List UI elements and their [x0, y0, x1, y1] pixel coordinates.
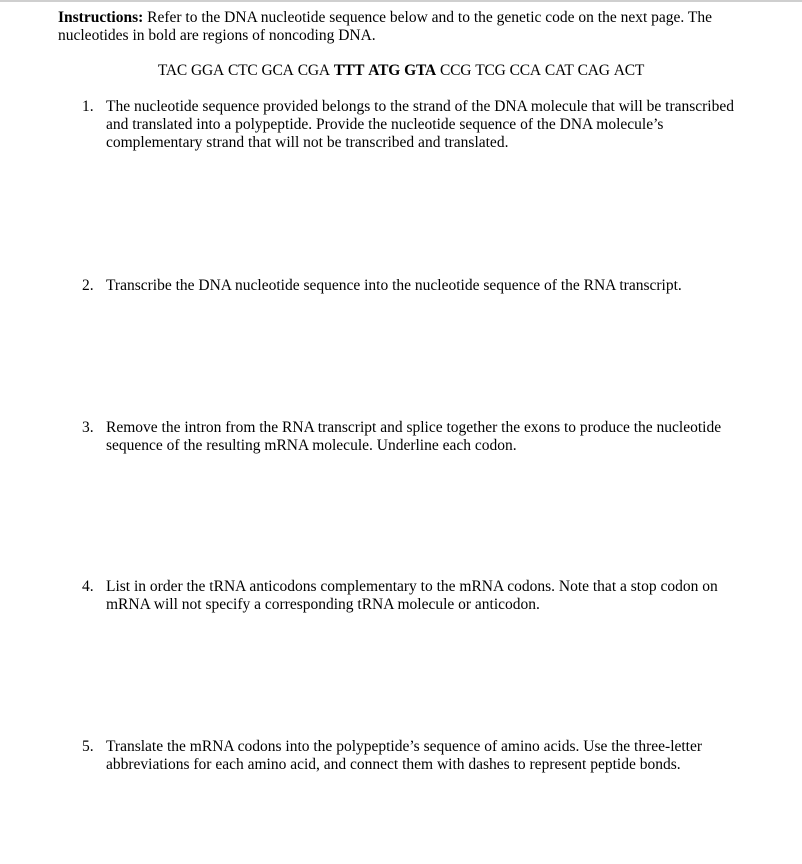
codon: CAG [577, 62, 610, 79]
instructions-paragraph [58, 9, 758, 45]
codon: CTC [228, 62, 258, 79]
question-1 [82, 98, 742, 152]
page-top-border [0, 0, 802, 2]
question-text: The nucleotide sequence provided belongs to the strand of the DNA molecule that will be transcribed and translated into a polypeptide. Provide the nucleotide sequence of the DNA molecule’s complementary strand that will not be transcribed and translated. [106, 98, 734, 151]
instructions-text: Refer to the DNA nucleotide sequence below and to the genetic code on the next page. The nucleotides in bold are regions of noncoding DNA. [58, 9, 712, 44]
noncoding-codon: TTT [333, 62, 365, 79]
question-text: Translate the mRNA codons into the polypeptide’s sequence of amino acids. Use the three-letter abbreviations for each amino acid, and connect them with dashes to represent peptide bonds. [106, 738, 703, 773]
codon: CCA [509, 62, 541, 79]
codon: GGA [191, 62, 224, 79]
question-text: List in order the tRNA anticodons complementary to the mRNA codons. Note that a stop codon on mRNA will not specify a corresponding tRNA molecule or anticodon. [106, 578, 718, 613]
question-2 [82, 277, 742, 295]
codon: CAT [544, 62, 574, 79]
question-text: Remove the intron from the RNA transcript and splice together the exons to produce the nucleotide sequence of the resulting mRNA molecule. Underline each codon. [106, 419, 722, 454]
question-number: 3. [82, 419, 94, 436]
question-number: 4. [82, 578, 94, 595]
noncoding-codon: ATG [368, 62, 401, 79]
question-4 [82, 578, 742, 614]
question-number: 5. [82, 738, 94, 755]
question-5 [82, 738, 742, 774]
question-text: Transcribe the DNA nucleotide sequence into the nucleotide sequence of the RNA transcript. [106, 277, 682, 294]
question-number: 1. [82, 98, 94, 115]
question-3 [82, 419, 742, 455]
question-number: 2. [82, 277, 94, 294]
dna-sequence [0, 62, 802, 80]
codon: CCG [439, 62, 472, 79]
codon: TCG [475, 62, 506, 79]
instructions-label: Instructions: [58, 9, 144, 26]
codon: ACT [613, 62, 645, 79]
codon: GCA [261, 62, 294, 79]
noncoding-codon: GTA [404, 62, 436, 79]
codon: CGA [297, 62, 330, 79]
codon: TAC [157, 62, 188, 79]
